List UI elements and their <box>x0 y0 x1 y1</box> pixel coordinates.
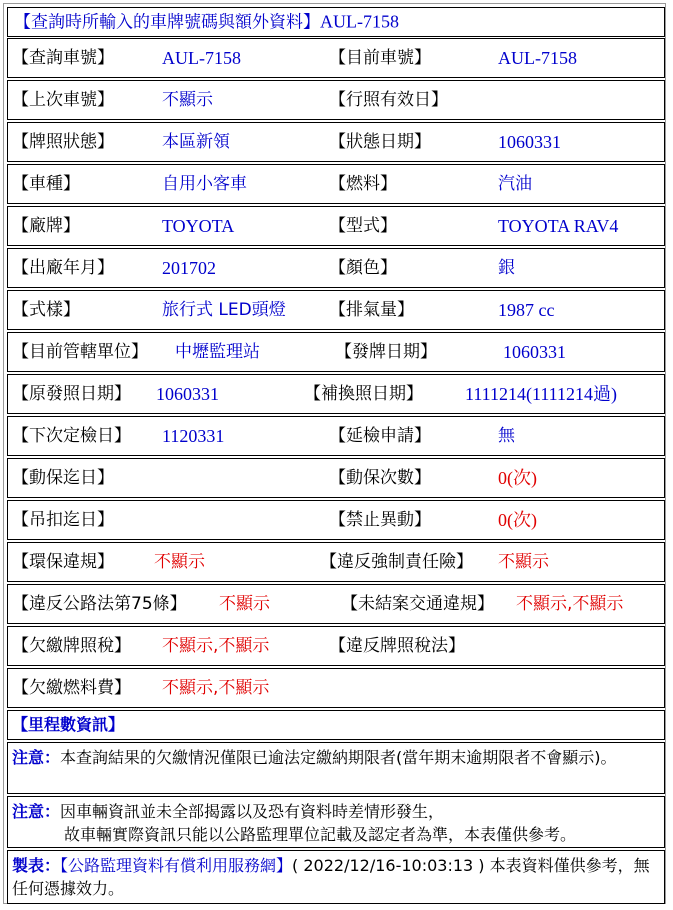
value-transfer-prohibited: 0(次) <box>498 510 537 530</box>
footer-row <box>7 850 665 904</box>
footer-text <box>12 854 660 900</box>
label-jurisdiction: 【目前管轄單位】 <box>12 342 148 362</box>
row-13 <box>7 584 665 624</box>
row-2 <box>7 122 665 162</box>
label-transfer-prohibited: 【禁止異動】 <box>329 510 431 530</box>
label-original-license-date: 【原發照日期】 <box>12 384 131 404</box>
value-brand: TOYOTA <box>162 216 235 236</box>
row-0 <box>7 38 665 78</box>
header-title <box>14 12 399 33</box>
note-1-body: 本查詢結果的欠繳情況僅限已逾法定繳納期限者(當年期末逾期限者不會顯示)。 <box>60 748 617 767</box>
label-pending-traffic-violation: 【未結案交通違規】 <box>341 594 494 614</box>
note-2-text <box>12 800 660 846</box>
note-2-line-2: 故車輛實際資訊只能以公路監理單位記載及認定者為準，本表僅供參考。 <box>64 825 577 844</box>
value-status-date: 1060331 <box>498 132 561 152</box>
label-insurance-violation: 【違反強制責任險】 <box>320 552 473 572</box>
header-row <box>7 7 665 37</box>
label-reissue-date: 【補換照日期】 <box>304 384 423 404</box>
value-next-inspection: 1120331 <box>162 426 225 446</box>
header-title-text: 【查詢時所輸入的車牌號碼與額外資料】 <box>14 12 320 33</box>
row-8 <box>7 374 665 414</box>
label-model: 【型式】 <box>329 216 397 236</box>
row-7 <box>7 332 665 372</box>
value-plate-status: 本區新領 <box>162 132 230 152</box>
label-status-date: 【狀態日期】 <box>329 132 431 152</box>
value-query-plate: AUL-7158 <box>162 48 241 68</box>
label-unpaid-license-tax: 【欠繳牌照稅】 <box>12 636 131 656</box>
row-3 <box>7 164 665 204</box>
mileage-title: 【里程數資訊】 <box>12 715 125 734</box>
value-current-plate: AUL-7158 <box>498 48 577 68</box>
header-plate: AUL-7158 <box>320 11 399 32</box>
mileage-row <box>7 710 665 740</box>
row-9 <box>7 416 665 456</box>
row-4 <box>7 206 665 246</box>
label-manufacture-date: 【出廠年月】 <box>12 258 114 278</box>
value-reissue-date: 1111214(1111214過) <box>465 384 617 404</box>
value-jurisdiction: 中壢監理站 <box>175 342 260 362</box>
row-1 <box>7 80 665 120</box>
value-lien-count: 0(次) <box>498 468 537 488</box>
label-lien-count: 【動保次數】 <box>329 468 431 488</box>
label-environmental-violation: 【環保違規】 <box>12 552 114 572</box>
row-14 <box>7 626 665 666</box>
row-15 <box>7 668 665 708</box>
value-body-style: 旅行式 LED頭燈 <box>162 300 286 320</box>
label-previous-plate: 【上次車號】 <box>12 90 114 110</box>
value-manufacture-date: 201702 <box>162 258 216 278</box>
label-inspection-extension: 【延檢申請】 <box>329 426 431 446</box>
value-highway-act-violation: 不顯示 <box>219 594 270 614</box>
label-lien-end-date: 【動保迄日】 <box>12 468 114 488</box>
note-2 <box>7 796 665 848</box>
row-6 <box>7 290 665 330</box>
label-next-inspection: 【下次定檢日】 <box>12 426 131 446</box>
footer-label: 製表： <box>12 856 61 875</box>
label-license-valid-date: 【行照有效日】 <box>329 90 448 110</box>
note-1 <box>7 742 665 794</box>
label-plate-status: 【牌照狀態】 <box>12 132 114 152</box>
note-2-line-1: 因車輛資訊並未全部揭露以及恐有資料時差情形發生， <box>60 802 445 821</box>
value-fuel: 汽油 <box>498 174 532 194</box>
row-11 <box>7 500 665 540</box>
label-displacement: 【排氣量】 <box>329 300 414 320</box>
row-12 <box>7 542 665 582</box>
row-10 <box>7 458 665 498</box>
label-brand: 【廠牌】 <box>12 216 80 236</box>
value-vehicle-type: 自用小客車 <box>162 174 247 194</box>
value-insurance-violation: 不顯示 <box>498 552 549 572</box>
value-pending-traffic-violation: 不顯示,不顯示 <box>516 594 624 614</box>
note-1-label: 注意： <box>12 748 61 767</box>
label-highway-act-violation: 【違反公路法第75條】 <box>12 594 187 614</box>
label-vehicle-type: 【車種】 <box>12 174 80 194</box>
label-color: 【顏色】 <box>329 258 397 278</box>
label-plate-issue-date: 【發牌日期】 <box>335 342 437 362</box>
value-previous-plate: 不顯示 <box>162 90 213 110</box>
label-suspension-end-date: 【吊扣迄日】 <box>12 510 114 530</box>
label-license-tax-violation: 【違反牌照稅法】 <box>329 636 465 656</box>
label-fuel: 【燃料】 <box>329 174 397 194</box>
label-body-style: 【式樣】 <box>12 300 80 320</box>
label-query-plate: 【查詢車號】 <box>12 48 114 68</box>
value-model: TOYOTA RAV4 <box>498 216 619 236</box>
value-plate-issue-date: 1060331 <box>503 342 566 362</box>
value-color: 銀 <box>498 258 515 278</box>
footer-service-link[interactable]: 【公路監理資料有償利用服務網】 <box>60 856 293 875</box>
row-5 <box>7 248 665 288</box>
value-unpaid-fuel-fee: 不顯示,不顯示 <box>162 678 270 698</box>
value-unpaid-license-tax: 不顯示,不顯示 <box>162 636 270 656</box>
label-unpaid-fuel-fee: 【欠繳燃料費】 <box>12 678 131 698</box>
label-current-plate: 【目前車號】 <box>329 48 431 68</box>
value-displacement: 1987 cc <box>498 300 555 320</box>
footer-body: ( 2022/12/16-10:03:13 ) 本表資料僅供參考，無任何憑據效力。 <box>12 856 650 898</box>
note-2-label: 注意： <box>12 802 61 821</box>
value-inspection-extension: 無 <box>498 426 515 446</box>
value-original-license-date: 1060331 <box>156 384 219 404</box>
note-1-text <box>12 746 660 769</box>
value-environmental-violation: 不顯示 <box>154 552 205 572</box>
